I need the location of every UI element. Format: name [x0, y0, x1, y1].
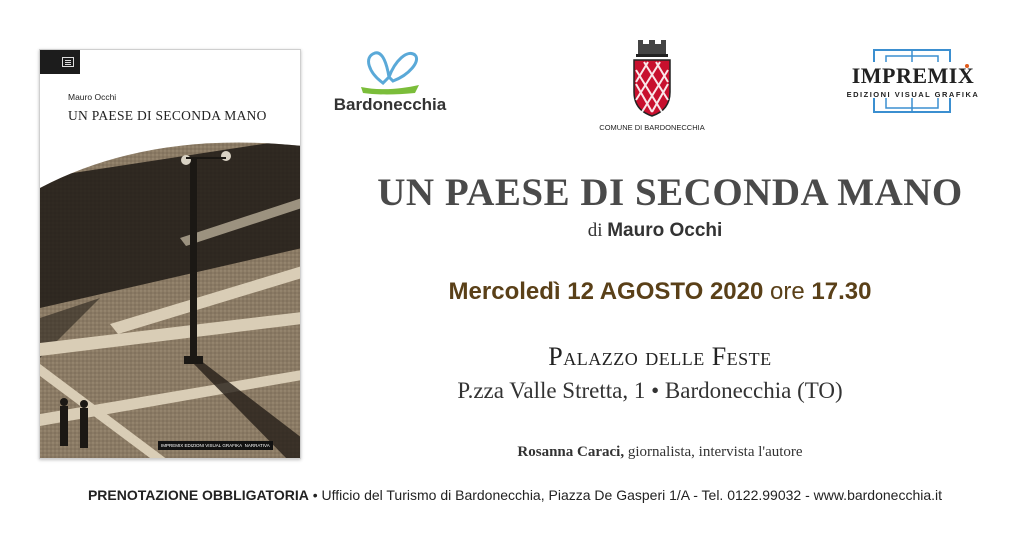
book-cover [39, 49, 301, 459]
event-time: 17.30 [811, 278, 872, 305]
event-title: UN PAESE DI SECONDA MANO [377, 171, 963, 214]
event-byline [440, 220, 870, 242]
comune-logo [595, 40, 709, 134]
event-interviewer [380, 444, 940, 461]
event-time-word: ore [770, 278, 805, 305]
event-address: P.zza Valle Stretta, 1 • Bardonecchia (TO) [457, 378, 843, 403]
book-footer-label: IMPREMIX EDIZIONI VISUAL GRAFIKA NARRATIVA [158, 441, 273, 450]
event-author: Mauro Occhi [607, 220, 723, 241]
impremix-logo-text: IMPREMIX [851, 63, 975, 88]
interviewer-name: Rosanna Caraci, [517, 444, 625, 460]
impremix-logo-subtitle: EDIZIONI VISUAL GRAFIKA [846, 90, 980, 99]
booking-details: • Ufficio del Turismo di Bardonecchia, Piazza De Gasperi 1/A - Tel. 0122.99032 - www.bardonecchia.it [312, 487, 943, 503]
event-date: Mercoledì 12 AGOSTO 2020 [448, 278, 764, 305]
butterfly-icon [325, 47, 455, 95]
impremix-logo [838, 48, 988, 118]
event-venue: Palazzo delle Feste [548, 342, 772, 371]
booking-footer [0, 487, 1030, 503]
bardonecchia-logo-text: Bardonecchia [333, 95, 447, 114]
bardonecchia-logo [325, 47, 455, 117]
comune-logo-text: COMUNE DI BARDONECCHIA [599, 123, 705, 132]
coat-of-arms-icon [595, 40, 709, 120]
event-date-time [380, 278, 940, 306]
byline-prefix: di [587, 220, 603, 241]
book-title: UN PAESE DI SECONDA MANO [68, 108, 267, 123]
interviewer-role: giornalista, intervista l'autore [627, 444, 803, 460]
book-author: Mauro Occhi [68, 92, 117, 102]
book-cover-photo [40, 138, 301, 459]
book-icon [62, 57, 74, 67]
booking-label: PRENOTAZIONE OBBLIGATORIA [87, 487, 309, 503]
publisher-badge [40, 50, 80, 74]
